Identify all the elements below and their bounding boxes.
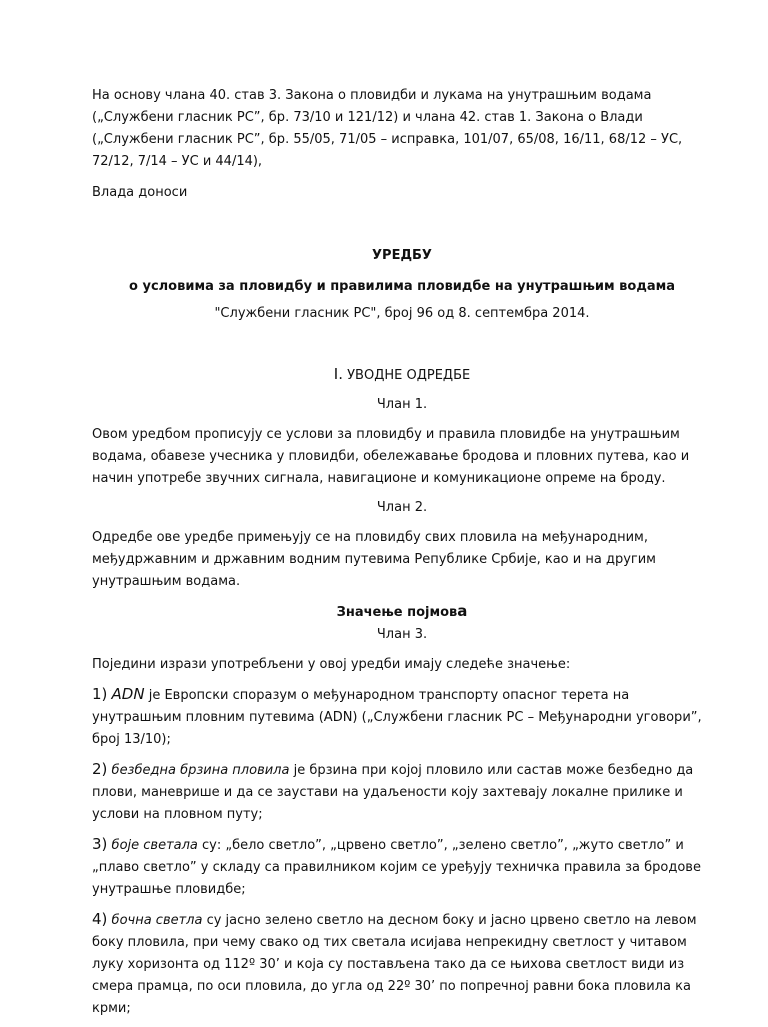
definition-text: су јасно зелено светло на десном боку и јасно црвено светло на левом боку пловила, при чему свако од тих светала исијава непрекидну светлост у читавом луку хоризонта од 112º 30’ и која су постављена тако да се њихова светлост види из смера прамца, по оси пловила, до угла од 22º 30’ по попречној равни бока пловила ка крми;: [92, 913, 697, 1016]
definition-term: боје светала: [111, 838, 198, 853]
article-1-label: Члан 1.: [376, 397, 428, 412]
document-title: УРЕДБУ: [372, 248, 432, 263]
article-2-label: Члан 2.: [376, 500, 428, 515]
definition-number: 3): [92, 835, 108, 853]
article-3-label: Члан 3.: [376, 627, 428, 642]
definition-item: [92, 908, 712, 1020]
chapter-title: УВОДНЕ ОДРЕДБЕ: [347, 368, 471, 383]
article-2-text: Одредбе ове уредбе примењују се на пловидбу свих пловила на међународним, међудржавним и државним водним путевима Републике Србије, као и на другим унутрашњим водама.: [92, 530, 656, 589]
definition-item: [92, 833, 712, 901]
document-page: [92, 85, 712, 1027]
chapter-heading: [92, 363, 712, 387]
definition-term: ADN: [111, 685, 145, 703]
definition-text: су: „бело светло”, „црвено светло”, „зелено светло”, „жуто светло” и „плаво светло” у складу са правилником којим се уређују техничка правила за бродове унутрашње пловидбе;: [92, 838, 701, 897]
definitions-heading-main: Значење појмов: [336, 605, 458, 620]
gazette-reference: "Службени гласник РС", број 96 од 8. септембра 2014.: [214, 306, 590, 321]
definition-number: 2): [92, 760, 108, 778]
definition-term: безбедна брзина пловила: [111, 763, 290, 778]
chapter-numeral: I.: [333, 365, 343, 383]
definition-text: је Европски споразум о међународном транспорту опасног терета на унутрашњим пловним путевима (ADN) („Службени гласник РС – Међународни уговори”, број 13/10);: [92, 688, 702, 747]
article-1-text: Овом уредбом прописују се услови за пловидбу и правила пловидбе на унутрашњим водама, обавезе учесника у пловидби, обележавање бродова и пловних путева, као и начин употребе звучних сигнала, навигационе и комуникационе опреме на броду.: [92, 427, 690, 486]
definition-number: 4): [92, 910, 108, 928]
definitions-heading: [92, 600, 712, 624]
definition-text: је брзина при којој пловило или састав може безбедно да плови, маневрише и да се заустави на удаљености коју захтевају локалне прилике и услови на пловном путу;: [92, 763, 694, 822]
legal-basis-paragraph: На основу члана 40. став 3. Закона о пловидби и лукама на унутрашњим водама („Службени гласник РС”, бр. 73/10 и 121/12) и члана 42. став 1. Закона о Влади („Службени гласник РС”, бр. 55/05, 71/05 – исправка, 101/07, 65/08, 16/11, 68/12 – УС, 72/12, 7/14 – УС и 44/14),: [92, 88, 683, 169]
definition-item: [92, 758, 712, 826]
definitions-intro: Поједини изрази употребљени у овој уредби имају следеће значење:: [92, 657, 571, 672]
definition-term: бочна светла: [111, 913, 203, 928]
definition-item: [92, 683, 712, 751]
government-adopts-line: Влада доноси: [92, 185, 188, 200]
document-subtitle: о условима за пловидбу и правилима пловидбе на унутрашњим водама: [129, 279, 675, 294]
definitions-heading-last-letter: а: [457, 602, 468, 620]
definition-number: 1): [92, 685, 108, 703]
